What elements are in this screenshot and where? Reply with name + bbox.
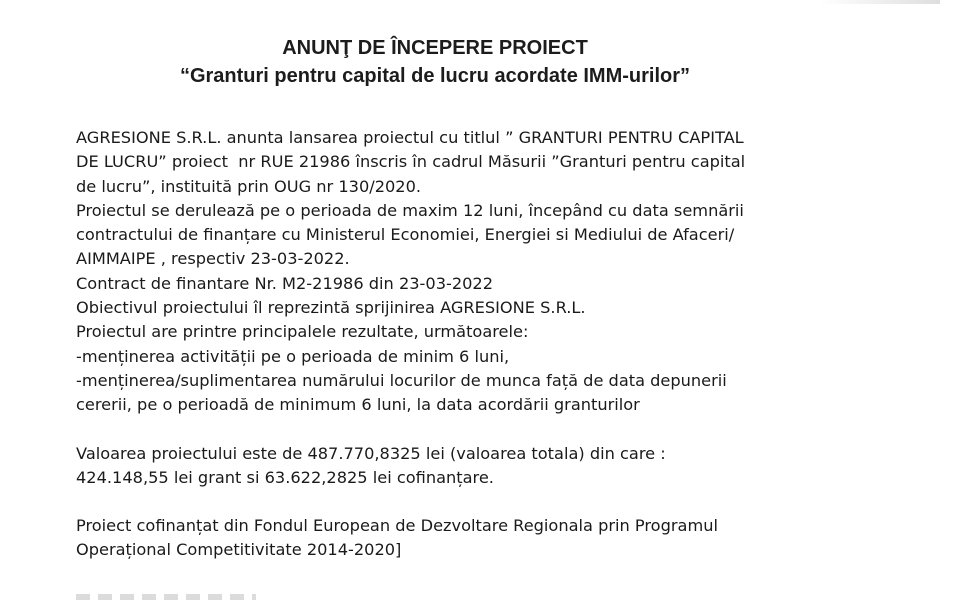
paragraph-spacer — [76, 490, 926, 514]
text-line: AIMMAIPE , respectiv 23-03-2022. — [76, 249, 350, 269]
title-line-2: “Granturi pentru capital de lucru acordate IMM-urilor” — [179, 65, 691, 87]
text-line: Contract de finantare Nr. M2-21986 din 23-03-2022 — [76, 273, 494, 293]
text-line: DE LUCRU” proiect nr RUE 21986 înscris în cadrul Măsurii ”Granturi pentru capital — [76, 152, 746, 172]
text-line: AGRESIONE S.R.L. anunta lansarea proiectul cu titlul ” GRANTURI PENTRU CAPITAL — [76, 128, 744, 147]
document-body — [76, 126, 926, 563]
text-line: Valoarea proiectului este de 487.770,8325 lei (valoarea totala) din care : — [76, 443, 666, 463]
paragraph-cofinancing — [76, 514, 926, 563]
paragraph-project-value — [76, 442, 926, 491]
scan-artifact-bottom — [76, 594, 256, 600]
text-line: Obiectivul proiectului îl reprezintă sprijinirea AGRESIONE S.R.L. — [76, 298, 586, 318]
text-line: Proiectul se derulează pe o perioada de maxim 12 luni, începând cu data semnării — [76, 200, 744, 220]
title-line-1: ANUNŢ DE ÎNCEPERE PROIECT — [282, 37, 588, 59]
paragraph-spacer — [76, 418, 926, 442]
text-line: Operațional Competitivitate 2014-2020] — [76, 540, 402, 560]
text-line: -menținerea/suplimentarea numărului locurilor de munca față de data depunerii — [76, 370, 727, 390]
text-line: -menținerea activității pe o perioada de minim 6 luni, — [76, 346, 510, 366]
text-line: de lucru”, instituită prin OUG nr 130/2020. — [76, 176, 422, 196]
document-title — [0, 34, 870, 90]
paragraph-project-details — [76, 126, 926, 418]
text-line: contractului de finanțare cu Ministerul Economiei, Energiei si Mediului de Afaceri/ — [76, 225, 735, 245]
text-line: 424.148,55 lei grant si 63.622,2825 lei cofinanțare. — [76, 467, 494, 487]
text-line: cererii, pe o perioadă de minimum 6 luni, la data acordării granturilor — [76, 395, 640, 415]
text-line: Proiectul are printre principalele rezultate, următoarele: — [76, 322, 529, 342]
scan-artifact-top — [820, 0, 940, 4]
text-line: Proiect cofinanțat din Fondul European de Dezvoltare Regionala prin Programul — [76, 516, 718, 536]
